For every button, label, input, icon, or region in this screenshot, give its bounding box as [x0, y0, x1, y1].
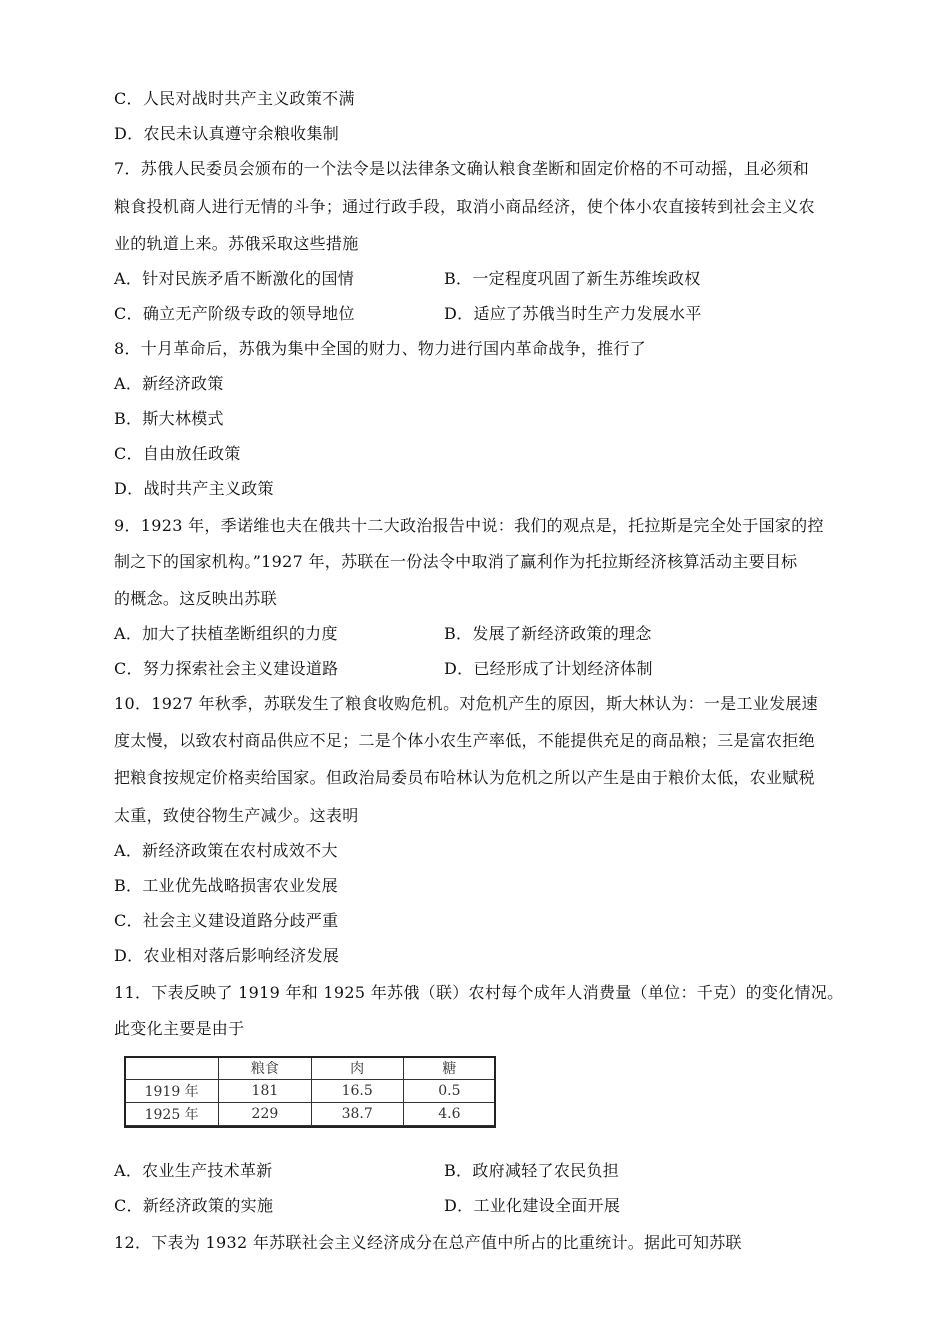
q7-option-a — [114, 268, 354, 290]
option-text: 斯大林模式 — [142, 409, 224, 428]
option-text: 自由放任政策 — [142, 444, 241, 463]
q11-option-d — [444, 1195, 620, 1217]
q8-option-b — [114, 408, 224, 430]
table-cell: 1925 年 — [125, 1103, 219, 1126]
table-cell: 181 — [219, 1080, 311, 1103]
q11-option-a — [114, 1160, 273, 1182]
option-text: 已经形成了计划经济体制 — [473, 659, 653, 678]
option-letter: C． — [114, 911, 143, 930]
q10-stem-line-2: 度太慢，以致农村商品供应不足；二是个体小农生产率低，不能提供充足的商品粮；三是富农拒绝 — [114, 731, 815, 750]
q9-stem-line-3: 的概念。这反映出苏联 — [114, 589, 278, 608]
option-text: 人民对战时共产主义政策不满 — [142, 89, 355, 108]
q7-stem-line-2: 粮食投机商人进行无情的斗争；通过行政手段，取消小商品经济，使个体小农直接转到社会主义农 — [114, 197, 815, 216]
option-letter: A． — [114, 269, 143, 288]
option-text: 努力探索社会主义建设道路 — [142, 659, 339, 678]
option-letter: B． — [114, 409, 143, 428]
option-letter: B． — [444, 269, 473, 288]
q9-option-d — [444, 658, 653, 680]
option-letter: D． — [114, 946, 144, 965]
table-row — [125, 1103, 496, 1126]
table-row — [125, 1080, 496, 1103]
q7-stem-line-1: 7．苏俄人民委员会颁布的一个法令是以法律条文确认粮食垄断和固定价格的不可动摇，且必须和 — [114, 159, 810, 178]
q9-stem-line-2: 制之下的国家机构。”1927 年，苏联在一份法令中取消了赢利作为托拉斯经济核算活动主要目标 — [114, 552, 798, 571]
q9-option-a — [114, 623, 338, 645]
table-header-cell: 肉 — [311, 1057, 403, 1080]
table-cell: 229 — [219, 1103, 311, 1126]
option-letter: C． — [114, 659, 143, 678]
q8-option-a — [114, 373, 224, 395]
data-table — [124, 1056, 496, 1126]
q8-stem: 8．十月革命后，苏俄为集中全国的财力、物力进行国内革命战争，推行了 — [114, 339, 647, 358]
option-text: 新经济政策的实施 — [142, 1196, 274, 1215]
option-letter: D． — [444, 304, 474, 323]
q10-option-c — [114, 910, 338, 932]
option-letter: B． — [114, 876, 143, 895]
table-header-cell: 粮食 — [219, 1057, 311, 1080]
option-text: 确立无产阶级专政的领导地位 — [142, 304, 355, 323]
q12-stem: 12．下表为 1932 年苏联社会主义经济成分在总产值中所占的比重统计。据此可知苏联 — [114, 1233, 742, 1252]
q6-option-d — [114, 123, 339, 145]
option-text: 工业优先战略损害农业发展 — [142, 876, 338, 895]
option-letter: C． — [114, 444, 143, 463]
option-text: 社会主义建设道路分歧严重 — [142, 911, 339, 930]
q7-stem-line-3: 业的轨道上来。苏俄采取这些措施 — [114, 234, 359, 253]
table-header-cell: 糖 — [403, 1057, 495, 1080]
q11-option-b — [444, 1160, 619, 1182]
option-letter: D． — [114, 479, 144, 498]
option-letter: C． — [114, 304, 143, 323]
table-cell: 16.5 — [311, 1080, 403, 1103]
option-text: 针对民族矛盾不断激化的国情 — [142, 269, 355, 288]
option-text: 农民未认真遵守余粮收集制 — [143, 124, 340, 143]
table-cell: 4.6 — [403, 1103, 495, 1126]
table-cell: 38.7 — [311, 1103, 403, 1126]
table-header-row — [125, 1057, 496, 1080]
option-letter: B． — [444, 624, 473, 643]
q10-option-b — [114, 875, 338, 897]
q10-stem-line-1: 10．1927 年秋季，苏联发生了粮食收购危机。对危机产生的原因，斯大林认为：一是工业发展速 — [114, 694, 818, 713]
q11-stem-line-1: 11．下表反映了 1919 年和 1925 年苏俄（联）农村每个成年人消费量（单位：千克）的变化情况。 — [114, 983, 844, 1002]
option-letter: D． — [444, 659, 474, 678]
option-text: 适应了苏俄当时生产力发展水平 — [473, 304, 702, 323]
q7-option-b — [444, 268, 701, 290]
option-text: 新经济政策 — [142, 374, 224, 393]
option-text: 工业化建设全面开展 — [473, 1196, 621, 1215]
q11-consumption-table — [124, 1056, 498, 1132]
option-letter: A． — [114, 1161, 143, 1180]
table-cell: 1919 年 — [125, 1080, 219, 1103]
option-text: 发展了新经济政策的理念 — [472, 624, 652, 643]
q8-option-d — [114, 478, 274, 500]
option-text: 一定程度巩固了新生苏维埃政权 — [472, 269, 701, 288]
option-text: 政府减轻了农民负担 — [472, 1161, 620, 1180]
q10-stem-line-3: 把粮食按规定价格卖给国家。但政治局委员布哈林认为危机之所以产生是由于粮价太低，农业赋税 — [114, 768, 815, 787]
option-letter: A． — [114, 374, 143, 393]
q7-option-d — [444, 303, 702, 325]
option-letter: D． — [114, 124, 144, 143]
q10-stem-line-4: 太重，致使谷物生产减少。这表明 — [114, 806, 359, 825]
option-text: 农业生产技术革新 — [142, 1161, 273, 1180]
q6-option-c — [114, 88, 355, 110]
q9-stem-line-1: 9．1923 年，季诺维也夫在俄共十二大政治报告中说：我们的观点是，托拉斯是完全处于国家的控 — [114, 516, 824, 535]
option-text: 加大了扶植垄断组织的力度 — [142, 624, 338, 643]
table-cell: 0.5 — [403, 1080, 495, 1103]
q10-option-a — [114, 840, 338, 862]
q11-stem-line-2: 此变化主要是由于 — [114, 1019, 245, 1038]
option-letter: C． — [114, 1196, 143, 1215]
option-letter: A． — [114, 624, 143, 643]
option-letter: A． — [114, 841, 143, 860]
q7-option-c — [114, 303, 355, 325]
q9-option-c — [114, 658, 338, 680]
option-letter: C． — [114, 89, 143, 108]
q9-option-b — [444, 623, 652, 645]
option-letter: B． — [444, 1161, 473, 1180]
q8-option-c — [114, 443, 241, 465]
option-text: 新经济政策在农村成效不大 — [142, 841, 338, 860]
table-header-cell — [125, 1057, 219, 1080]
option-letter: D． — [444, 1196, 474, 1215]
q11-option-c — [114, 1195, 273, 1217]
option-text: 农业相对落后影响经济发展 — [143, 946, 340, 965]
q10-option-d — [114, 945, 339, 967]
option-text: 战时共产主义政策 — [143, 479, 274, 498]
